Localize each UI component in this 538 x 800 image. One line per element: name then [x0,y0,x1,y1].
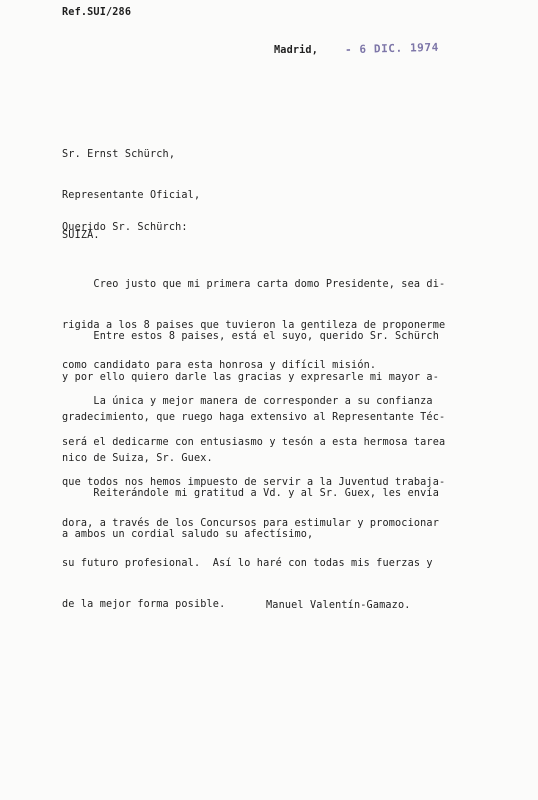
paragraph-4 [62,460,439,568]
text-line: como candidato para esta honrosa y difícil misión. [62,360,377,371]
text-line: gradecimiento, que ruego haga extensivo al Representante Téc- [62,412,446,423]
text-line: será el dedicarme con entusiasmo y tesón a esta hermosa tarea [62,436,446,448]
place-text: Madrid, [274,45,318,56]
text-line: Creo justo que mi primera carta domo Presidente, sea di- [62,279,446,290]
signature-name: Manuel Valentín-Gamazo. [266,600,411,611]
text-line: Reiterándole mi gratitud a Vd. y al Sr. Guex, les envía [62,488,440,499]
text-line: su futuro profesional. Así lo haré con todas mis fuerzas y [62,558,433,569]
text-line: rigida a los 8 paises que tuvieron la gentileza de proponerme [62,319,446,331]
text-line: La única y mejor manera de corresponder a su confianza [62,396,433,407]
salutation: Querido Sr. Schürch: [62,222,188,233]
text-line: y por ello quiero darle las gracias y expresarle mi mayor a- [62,371,440,383]
address-line: Representante Oficial, [62,189,201,201]
text-line: nico de Suiza, Sr. Guex. [62,452,213,464]
address-line: Sr. Ernst Schürch, [62,149,176,160]
text-line: Entre estos 8 paises, está el suyo, querido Sr. Schürch [62,331,440,342]
date-stamp: - 6 DIC. 1974 [344,40,440,57]
address-line: SUIZA. [62,230,100,241]
text-line: que todos nos hemos impuesto de servir a la Juventud trabaja- [62,477,446,488]
text-line: de la mejor forma posible. [62,598,226,610]
text-line: a ambos un cordial saludo su afectísimo, [62,528,314,540]
text-line: dora, a través de los Concursos para estimular y promocionar [62,517,440,529]
reference-number: Ref.SUI/286 [62,7,132,18]
recipient-address [62,121,200,270]
